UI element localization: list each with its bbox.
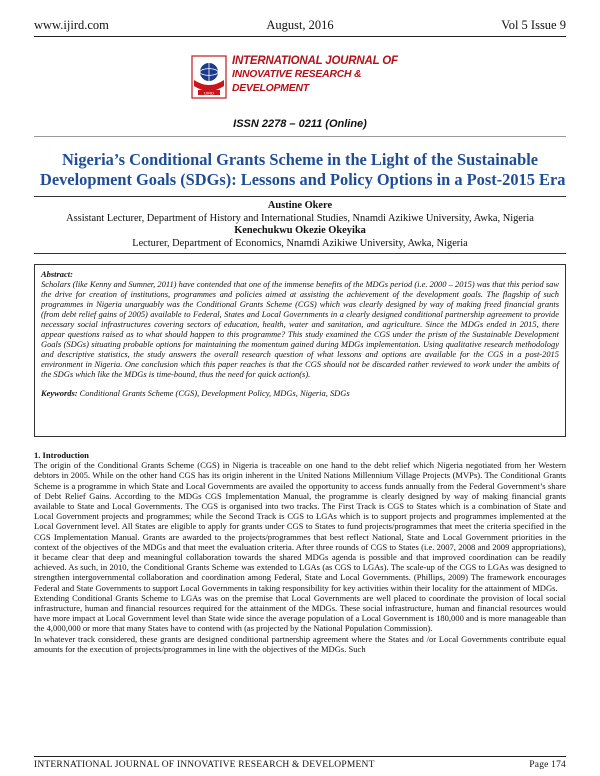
issn-label: ISSN 2278 – 0211 (Online) (233, 118, 367, 130)
title-line-1: Nigeria’s Conditional Grants Scheme in the Light of the Sustainable (61, 150, 539, 169)
keywords-list: Conditional Grants Scheme (CGS), Development Policy, MDGs, Nigeria, SDGs (79, 387, 350, 398)
header-rule (34, 36, 566, 37)
section-heading: 1. Introduction (34, 450, 89, 460)
body-paragraph: The origin of the Conditional Grants Scheme (CGS) in Nigeria is traceable on one hand to the debt relief which Nigeria negotiated from her Western debtors in 2005. While on the other hand CGS has its origin inherent in the United Nations Millennium Village Projects (MVPs). The Conditional Grants Scheme is a programme in which State and Local Governments are availed the opportunity to access funds annually from the Federal Government’s share of Debt Relief Gains. According to the MDGs CGS Implementation Manual, the programme is clearly designed by way of making financial grants available to State and Local Governments. The CGS is organised into two tracks. The First Track is CGS to States which is a combination of State and Local Government projects and programmes; while the Second Track is CGS to LGAs which is to support projects and programmes implemented at the Local Government level. All States are eligible to apply for grants under CGS to States to fund projects/programmes that meet the criteria specified in the CGS Implementation Manual. Grants are awarded to the projects/programmes that best reflect National, State and Local Government priorities in the context of the objectives of the MDGs and that meet the evaluation criteria. After three rounds of CGS to States (i.e. 2007, 2008 and 2009 appropriations), it became clear that deep and meaningful collaboration towards the shared MDGs agenda is possible and that improved coordination can be readily achieved. As such, in 2010, the Conditional Grants Scheme was extended to LGAs (as CGS to LGAs). The scale-up of the CGS to LGAs was designed to strengthen intergovernmental collaboration and coordination among Federal, State and Local Governments. (Phillips, 2009) The framework encourages Federal and State Governments to support Local Governments in taking responsibility for key activities within their locality for the attainment of MDGs. (34, 460, 566, 593)
article-body (34, 450, 566, 755)
body-paragraph: Extending Conditional Grants Scheme to LGAs was on the premise that Local Governments are well placed to coordinate the provision of local social infrastructure, human and financial resources required for the attainment of the MDGs. These social infrastructure, human and financial resources would have more impact at Local Government level than State wide since the average population of a Local Government is 180,000 and is more manageable than the 4,000,000 or more that many States have to contend with (as projected by the National Population Commission). (34, 592, 566, 634)
issn-rule (34, 136, 566, 137)
abstract-text: Scholars (like Kenny and Sumner, 2011) have contended that one of the immense benefits of the MDGs period (i.e. 2000 – 2015) was that this period saw the drive for creation of institutions, programmes and policies aimed at assisting the achievement of the development goals. The flagship of such programmes in Nigeria unarguably was the Conditional Grants Scheme (CGS) which was clearly designed by way of making freed financial grants (from debt relief gains of 2005) available to Federal, States and Local Governments in a clearly designed conditional partnership agreement to provide necessary social infrastructures covering sectors of education, health, water and sanitation, and agriculture. Since the MDGs ended in 2015, there appear questions raised as to what should happen to this programme? This study examined the CGS under the prism of the Sustainable Development Goals (SDGs) situating probable options for maintaining the momentum gained during MDGs implementation. Using qualitative research methodology and descriptive statistics, the study answers the overall research question of what lessons and options are available for the CGS in a post-2015 environment in Nigeria. One conclusion which this paper reaches is that the CGS should not be discarded rather reviewed to work under the ambits of the SDGs which like the MDGs is time-bound, thus the need for quick action(s). (41, 279, 559, 380)
page-number: Page 174 (529, 760, 566, 770)
running-header (34, 14, 566, 38)
abstract-label: Abstract: (41, 269, 73, 279)
ijird-globe-logo-icon (188, 50, 230, 108)
volume-issue: Vol 5 Issue 9 (501, 18, 566, 32)
keywords (41, 388, 559, 398)
article-title (40, 150, 566, 190)
author-affiliation: Assistant Lecturer, Department of History and International Studies, Nnamdi Azikiwe University, Awka, Nigeria (66, 212, 534, 224)
author-affiliation: Lecturer, Department of Economics, Nnamdi Azikiwe University, Awka, Nigeria (132, 237, 468, 249)
title-line-2: Development Goals (SDGs): Lessons and Policy Options in a Post-2015 Era (40, 170, 566, 189)
svg-text:IJIRD: IJIRD (204, 90, 214, 96)
journal-website[interactable]: www.ijird.com (34, 18, 109, 32)
logo-line-2: INNOVATIVE RESEARCH & DEVELOPMENT (232, 69, 362, 94)
keywords-label: Keywords: (41, 387, 78, 398)
page-footer (34, 756, 566, 773)
author-name: Kenechukwu Okezie Okeyika (234, 225, 366, 237)
author-block (34, 196, 566, 254)
author-name: Austine Okere (267, 200, 333, 211)
journal-logo (188, 50, 420, 110)
footer-journal-name: INTERNATIONAL JOURNAL OF INNOVATIVE RESEARCH & DEVELOPMENT (34, 760, 375, 770)
logo-line-1: INTERNATIONAL JOURNAL OF (232, 55, 398, 67)
issue-date: August, 2016 (266, 18, 334, 32)
abstract-box (34, 264, 566, 437)
body-paragraph: In whatever track considered, these grants are designed conditional partnership agreement where the States and /or Local Governments contribute equal amounts for the execution of projects/programmes in line with the objectives of the MDGs. Such (34, 633, 566, 654)
